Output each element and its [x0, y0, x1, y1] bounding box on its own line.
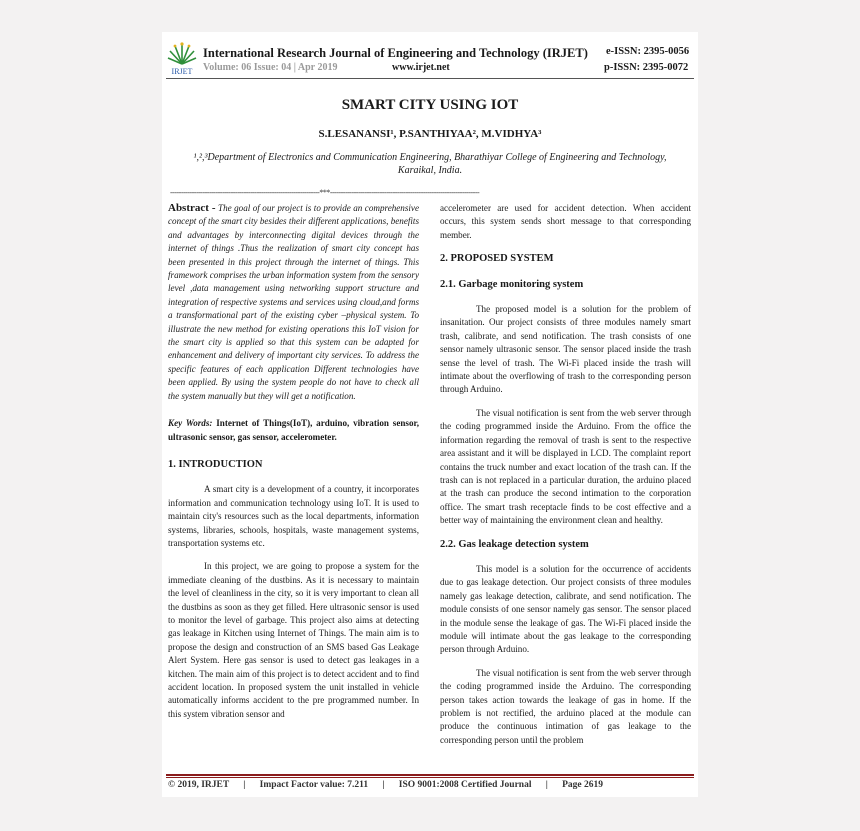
garbage-paragraph-2: The visual notification is sent from the web server through the coding programmed inside the Arduino. From the office the information regarding the removal of trash is sent to the respective area assistant and it will be displayed in LCD. The complaint report contains the truck number and exact location of the trash can. If the trash can is not replaced in a particular duration, the arduino placed at the trash can produce the second intimation to the corporation office. The smart trash receptacle finds to be cost effective and a better way of maintaining the environment clean and healthy.	[440, 407, 691, 526]
footer-rule	[166, 774, 694, 776]
gas-heading: 2.2. Gas leakage detection system	[440, 538, 589, 550]
gas-paragraph-2: The visual notification is sent from the web server through the coding programmed inside the Arduino. The corresponding person takes action towards the leakage of gas in home. If the problem is not rectified, the arduino placed at the module can produce the continuous intimation of gas leakage to the corresponding person until the problem	[440, 667, 691, 745]
garbage-heading: 2.1. Garbage monitoring system	[440, 278, 584, 290]
intro-continuation: accelerometer are used for accident detection. When accident occurs, this system sends short message to that corresponding member.	[440, 203, 691, 240]
abstract-label: Abstract -	[168, 202, 216, 214]
irjet-logo	[166, 40, 198, 76]
paper-affiliation: ¹,²,³Department of Electronics and Communication Engineering, Bharathiyar College of Engineering and Technology, Karaikal, India.	[193, 152, 667, 176]
section-separator: ---------------------------------------------------------------------***---------------------------------------------------------------------	[170, 188, 480, 197]
p-issn: p-ISSN: 2395-0072	[604, 62, 689, 73]
intro-heading: 1. INTRODUCTION	[168, 458, 263, 470]
e-issn: e-ISSN: 2395-0056	[606, 46, 690, 57]
intro-paragraph-1: A smart city is a development of a country, it incorporates information and communication technology using IoT. It is used to maintain city's resources such as the local departments, information systems, libraries, schools, hospitals, waste management systems, transportation systems etc.	[168, 484, 419, 548]
proposed-system-heading: 2. PROPOSED SYSTEM	[440, 253, 554, 265]
gas-paragraph-1: This model is a solution for the occurrence of accidents due to gas leakage detection. Our project consists of three modules namely gas leakage detection, calibrate, and send notification. The module consists of one sensor namely gas sensor. The sensor placed in the module sense the leakage of gas. The Wi-Fi placed inside the module will intimate about the gas leakage to the corresponding person through Arduino.	[440, 563, 691, 655]
right-column	[440, 202, 691, 757]
journal-url[interactable]: www.irjet.net	[392, 62, 450, 73]
abstract-text: The goal of our project is to provide an comprehensive concept of the smart city besides their different applications, benefits and advantages by interconnecting digital devices through the internet of things .Thus the realization of smart city concept has been presented in this project through the internet of things. This framework comprises the urban information system from the sensory level ,data management using networking support structure and integration of respective systems and services using cloud,and forms a transformational part of the existing cyber –physical system. To illustrate the new method for existing operations this IoT vision for the smart city is applied so that this system can be adapted for enhancement and delivery of important city services. To address the specific features of each application Different technologies have been applied. By using the system people do not have to check all the system manually but they will get a notification.	[168, 203, 419, 401]
journal-volume: Volume: 06 Issue: 04 | Apr 2019	[203, 62, 338, 73]
paper-title: SMART CITY USING IOT	[341, 97, 519, 113]
keywords-label: Key Words:	[168, 418, 213, 429]
intro-paragraph-2: In this project, we are going to propose a system for the immediate cleaning of the dustbins. As it is necessary to maintain the level of cleanliness in the city, so it is very important to clean all the dustbins as soon as they get filled. Here ultrasonic sensor is used to monitor the level of garbage. This project also aims at detecting gas leakage in Kitchen using Internet of Things. The main aim is to propose the design and construction of an SMS based Gas Leakage Alert System. Here gas sensor is used to detect gas leakages in a kitchen. The main aim of this project is to detect accident and to find accident location. In proposed system the unit installed in vehicle automatically informs accident to the pre programmed number. In this system vibration sensor and	[168, 561, 419, 719]
journal-title: International Research Journal of Engineering and Technology (IRJET)	[203, 46, 588, 60]
garbage-paragraph-1: The proposed model is a solution for the problem of insanitation. Our project consists of three modules namely smart trash, calibrate, and send notification. The trash consists of one sensor namely ultrasonic sensor. The sensor placed inside the trash sense the level of trash. The Wi-Fi placed inside the trash will intimate about the overflowing of trash to the corresponding person through Arduino.	[440, 304, 691, 395]
svg-text:IRJET: IRJET	[171, 67, 193, 76]
keywords-text: Internet of Things(IoT), arduino, vibration sensor, ultrasonic sensor, gas sensor, accelerometer.	[168, 418, 419, 442]
abstract-paragraph	[168, 202, 419, 403]
left-column	[168, 202, 419, 731]
header-rule	[166, 78, 694, 79]
page-footer: © 2019, IRJET | Impact Factor value: 7.211 | ISO 9001:2008 Certified Journal | Page 2619	[168, 780, 603, 790]
keywords-paragraph	[168, 417, 419, 444]
paper-authors: S.LESANANSI¹, P.SANTHIYAA², M.VIDHYA³	[318, 128, 542, 140]
footer-rule-thin	[166, 777, 694, 778]
